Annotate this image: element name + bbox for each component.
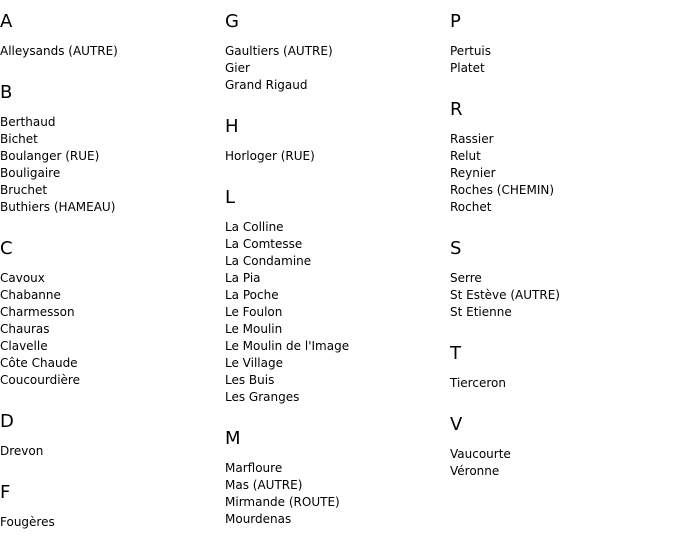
place-item: Mirmande (ROUTE) — [225, 495, 340, 509]
letter-heading: H — [225, 116, 239, 137]
place-item: Gaultiers (AUTRE) — [225, 44, 333, 58]
letter-heading: C — [0, 238, 13, 259]
place-item: Bouligaire — [0, 166, 61, 180]
place-list — [450, 43, 670, 77]
letter-heading: G — [225, 11, 239, 32]
letter-group-r — [450, 88, 670, 227]
place-list — [0, 514, 220, 531]
letter-group-b — [0, 71, 220, 227]
place-list — [450, 131, 670, 216]
place-item: Bruchet — [0, 183, 48, 197]
letter-group-a — [0, 0, 220, 71]
place-list — [225, 460, 445, 528]
letter-group-d — [0, 400, 220, 471]
place-item: Chabanne — [0, 288, 61, 302]
letter-group-v — [450, 403, 670, 491]
place-item: St Estève (AUTRE) — [450, 288, 560, 302]
place-item: Les Granges — [225, 390, 300, 404]
place-list — [0, 114, 220, 216]
column-1 — [0, 0, 220, 542]
column-3 — [450, 0, 670, 491]
place-item: Véronne — [450, 464, 500, 478]
place-item: Berthaud — [0, 115, 56, 129]
place-item: Pertuis — [450, 44, 492, 58]
place-item: Platet — [450, 61, 485, 75]
place-item: Chauras — [0, 322, 50, 336]
place-item: Le Foulon — [225, 305, 283, 319]
place-item: La Comtesse — [225, 237, 303, 251]
place-item: Reynier — [450, 166, 496, 180]
letter-heading: L — [225, 187, 236, 208]
letter-group-h — [225, 105, 445, 176]
letter-group-t — [450, 332, 670, 403]
place-item: Côte Chaude — [0, 356, 78, 370]
place-item: Mas (AUTRE) — [225, 478, 303, 492]
column-2 — [225, 0, 445, 539]
letter-heading: A — [0, 11, 13, 32]
place-item: Alleysands (AUTRE) — [0, 44, 118, 58]
place-list — [450, 446, 670, 480]
place-item: Horloger (RUE) — [225, 149, 315, 163]
place-item: Roches (CHEMIN) — [450, 183, 555, 197]
letter-heading: D — [0, 411, 14, 432]
place-item: Bichet — [0, 132, 38, 146]
place-item: Vaucourte — [450, 447, 511, 461]
place-list — [0, 443, 220, 460]
place-list — [0, 43, 220, 60]
place-item: Le Moulin de l'Image — [225, 339, 350, 353]
letter-heading: R — [450, 99, 463, 120]
place-list — [225, 148, 445, 165]
letter-group-m — [225, 417, 445, 539]
place-item: Grand Rigaud — [225, 78, 308, 92]
place-item: Boulanger (RUE) — [0, 149, 100, 163]
place-item: Le Village — [225, 356, 283, 370]
place-list — [450, 375, 670, 392]
letter-group-g — [225, 0, 445, 105]
place-item: Fougères — [0, 515, 55, 529]
place-list — [225, 43, 445, 94]
place-item: Tierceron — [450, 376, 506, 390]
place-item: Gier — [225, 61, 250, 75]
letter-group-f — [0, 471, 220, 542]
place-item: Marfloure — [225, 461, 283, 475]
place-item: Rassier — [450, 132, 494, 146]
place-item: La Colline — [225, 220, 284, 234]
place-item: Drevon — [0, 444, 44, 458]
place-item: Coucourdière — [0, 373, 80, 387]
place-list — [0, 270, 220, 389]
place-item: La Pia — [225, 271, 261, 285]
letter-heading: M — [225, 428, 241, 449]
place-item: Charmesson — [0, 305, 75, 319]
place-item: Relut — [450, 149, 481, 163]
place-item: Les Buis — [225, 373, 275, 387]
place-item: Mourdenas — [225, 512, 292, 526]
place-item: St Etienne — [450, 305, 512, 319]
place-item: Clavelle — [0, 339, 48, 353]
place-item: La Condamine — [225, 254, 312, 268]
letter-heading: V — [450, 414, 463, 435]
place-item: Buthiers (HAMEAU) — [0, 200, 116, 214]
letter-group-c — [0, 227, 220, 400]
place-list — [450, 270, 670, 321]
place-item: Serre — [450, 271, 482, 285]
letter-group-s — [450, 227, 670, 332]
letter-group-l — [225, 176, 445, 417]
place-item: Rochet — [450, 200, 492, 214]
place-item: Le Moulin — [225, 322, 283, 336]
letter-heading: B — [0, 82, 13, 103]
letter-heading: S — [450, 238, 462, 259]
place-item: Cavoux — [0, 271, 45, 285]
letter-group-p — [450, 0, 670, 88]
letter-heading: P — [450, 11, 461, 32]
letter-heading: T — [450, 343, 461, 364]
letter-heading: F — [0, 482, 11, 503]
place-list — [225, 219, 445, 406]
place-item: La Poche — [225, 288, 279, 302]
